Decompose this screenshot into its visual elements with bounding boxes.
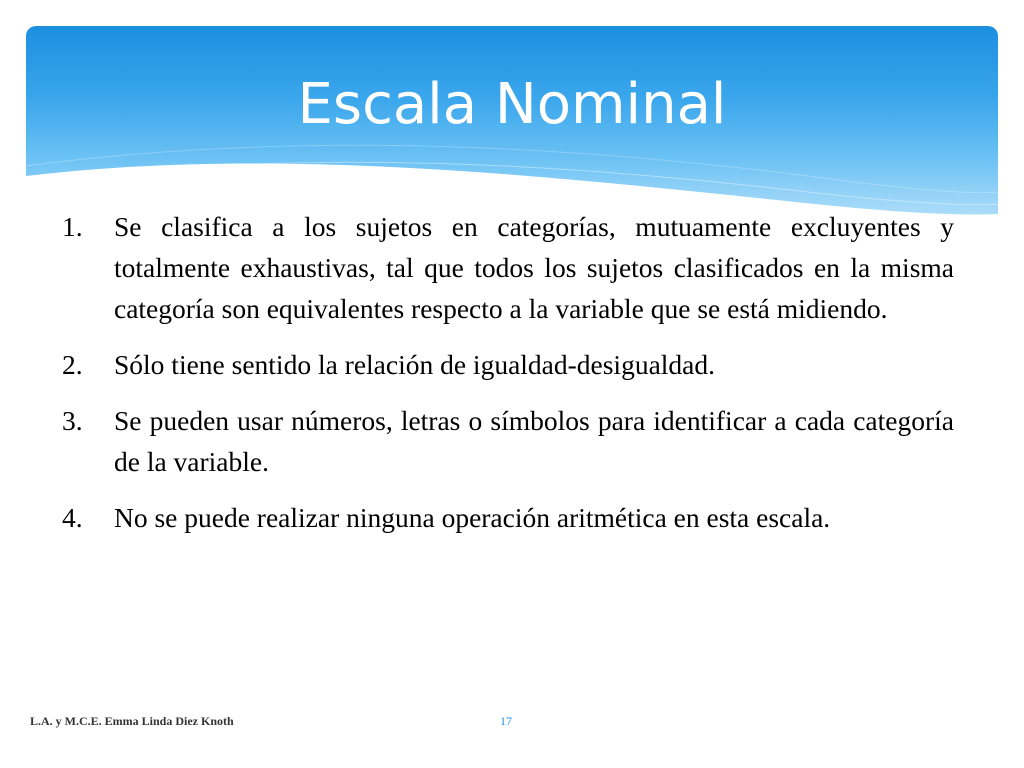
list-item-number: 1. <box>62 211 83 242</box>
list-item-text: Se pueden usar números, letras o símbolos para identificar a cada categoría de la variable. <box>114 405 954 477</box>
list-item <box>62 206 954 329</box>
numbered-list <box>62 206 954 553</box>
list-item <box>62 497 954 538</box>
list-item-text: Sólo tiene sentido la relación de igualdad-desigualdad. <box>114 349 715 380</box>
page-title: Escala Nominal <box>297 72 727 137</box>
footer-page-number: 17 <box>500 714 512 728</box>
list-item-text: No se puede realizar ninguna operación aritmética en esta escala. <box>114 502 831 533</box>
footer-author: L.A. y M.C.E. Emma Linda Diez Knoth <box>30 714 234 728</box>
list-item <box>62 344 954 385</box>
list-item-number: 3. <box>62 405 83 436</box>
list-item-number: 4. <box>62 502 83 533</box>
list-item-text: Se clasifica a los sujetos en categorías, mutuamente excluyentes y totalmente exhaustivas, tal que todos los sujetos clasificados en la misma categoría son equivalentes respecto a la variable que se está midiendo. <box>114 211 954 324</box>
list-item <box>62 400 954 482</box>
list-item-number: 2. <box>62 349 83 380</box>
